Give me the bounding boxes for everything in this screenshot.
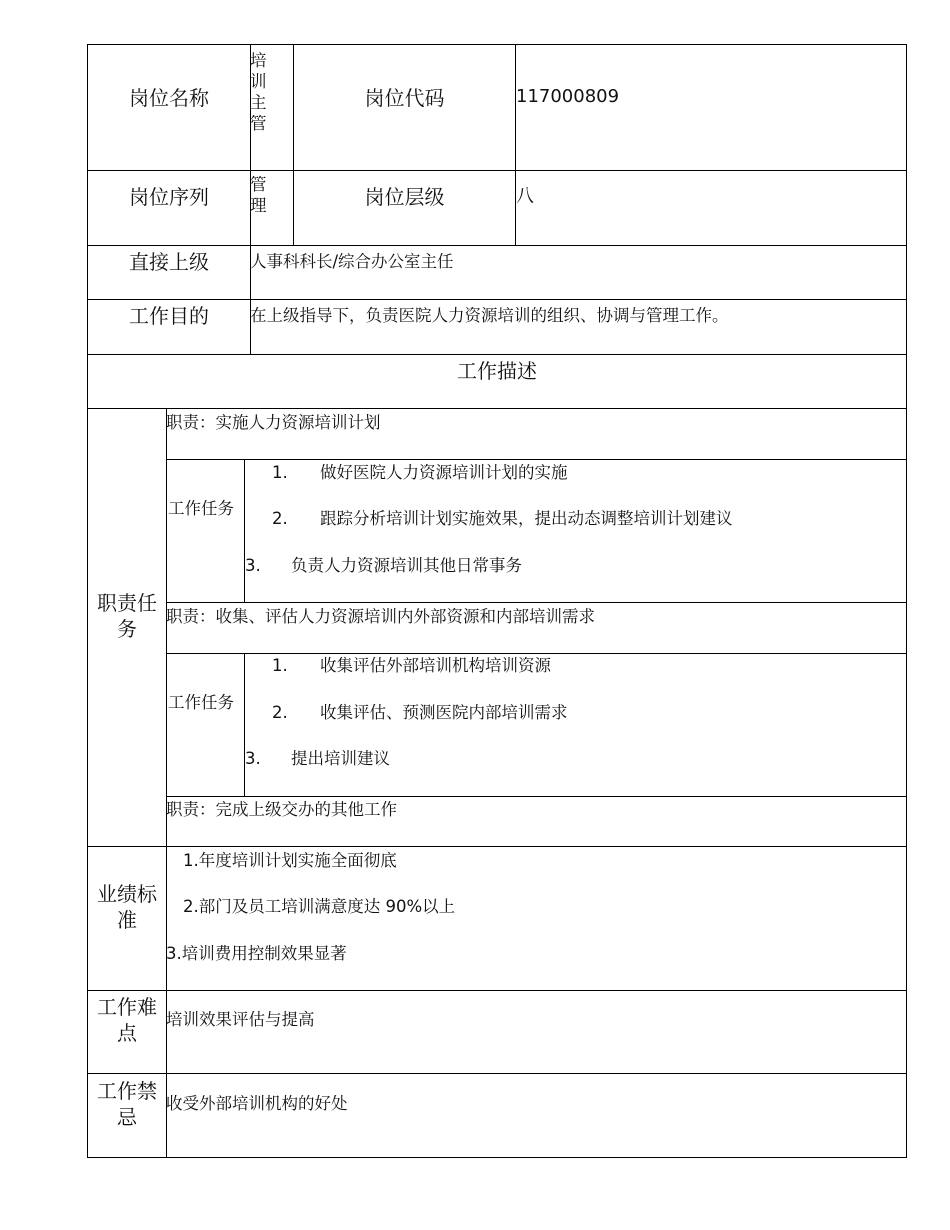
task-text: 收集评估外部培训机构培训资源 (320, 656, 551, 675)
col-divider (515, 45, 516, 245)
task-label: 工作任务 (168, 499, 234, 518)
duties-label: 职责任务 (97, 591, 157, 641)
level-label: 岗位层级 (364, 185, 445, 209)
col-divider (293, 45, 294, 245)
superior-label: 直接上级 (129, 250, 209, 274)
duty-title: 职责：完成上级交办的其他工作 (166, 800, 397, 819)
description-title: 工作描述 (457, 359, 537, 383)
task-text: 收集评估、预测医院内部培训需求 (320, 703, 568, 722)
level-value: 八 (516, 186, 534, 207)
purpose-value: 在上级指导下，负责医院人力资源培训的组织、协调与管理工作。 (250, 306, 729, 325)
position-code-value: 117000809 (516, 86, 620, 107)
col-divider (244, 653, 245, 796)
task-num: 1. (272, 656, 288, 675)
position-name-label: 岗位名称 (129, 86, 209, 110)
row-divider (88, 170, 906, 171)
performance-line: 3.培训费用控制效果显著 (166, 944, 347, 963)
task-num: 1. (272, 463, 288, 482)
duty-title: 职责：收集、评估人力资源培训内外部资源和内部培训需求 (166, 607, 595, 626)
row-divider (166, 653, 906, 654)
task-text: 做好医院人力资源培训计划的实施 (320, 463, 568, 482)
performance-line: 1.年度培训计划实施全面彻底 (183, 851, 397, 870)
task-text: 跟踪分析培训计划实施效果，提出动态调整培训计划建议 (320, 509, 733, 528)
position-name-value: 培训主管 (250, 51, 267, 133)
task-num: 3. (245, 749, 261, 768)
taboo-text: 收受外部培训机构的好处 (166, 1094, 348, 1113)
difficulty-text: 培训效果评估与提高 (166, 1010, 315, 1029)
duty-title: 职责：实施人力资源培训计划 (166, 413, 381, 432)
performance-line: 2.部门及员工培训满意度达 90%以上 (183, 897, 456, 916)
task-text: 提出培训建议 (291, 749, 390, 768)
row-divider (88, 354, 906, 355)
row-divider (166, 459, 906, 460)
row-divider (166, 602, 906, 603)
task-num: 2. (272, 509, 288, 528)
sequence-label: 岗位序列 (129, 185, 209, 209)
sequence-value: 管理 (250, 175, 267, 215)
position-code-label: 岗位代码 (364, 86, 445, 110)
superior-value: 人事科科长/综合办公室主任 (250, 252, 454, 271)
row-divider (88, 846, 906, 847)
performance-label: 业绩标准 (97, 882, 157, 932)
row-divider (88, 245, 906, 246)
task-label: 工作任务 (168, 693, 234, 712)
row-divider (88, 299, 906, 300)
row-divider (88, 990, 906, 991)
task-text: 负责人力资源培训其他日常事务 (291, 556, 522, 575)
col-divider (166, 408, 167, 1157)
row-divider (166, 796, 906, 797)
row-divider (88, 408, 906, 409)
taboo-label: 工作禁忌 (97, 1079, 157, 1129)
row-divider (88, 1073, 906, 1074)
task-num: 2. (272, 703, 288, 722)
purpose-label: 工作目的 (129, 304, 209, 328)
difficulty-label: 工作难点 (97, 995, 157, 1045)
col-divider (244, 459, 245, 602)
task-num: 3. (245, 556, 261, 575)
